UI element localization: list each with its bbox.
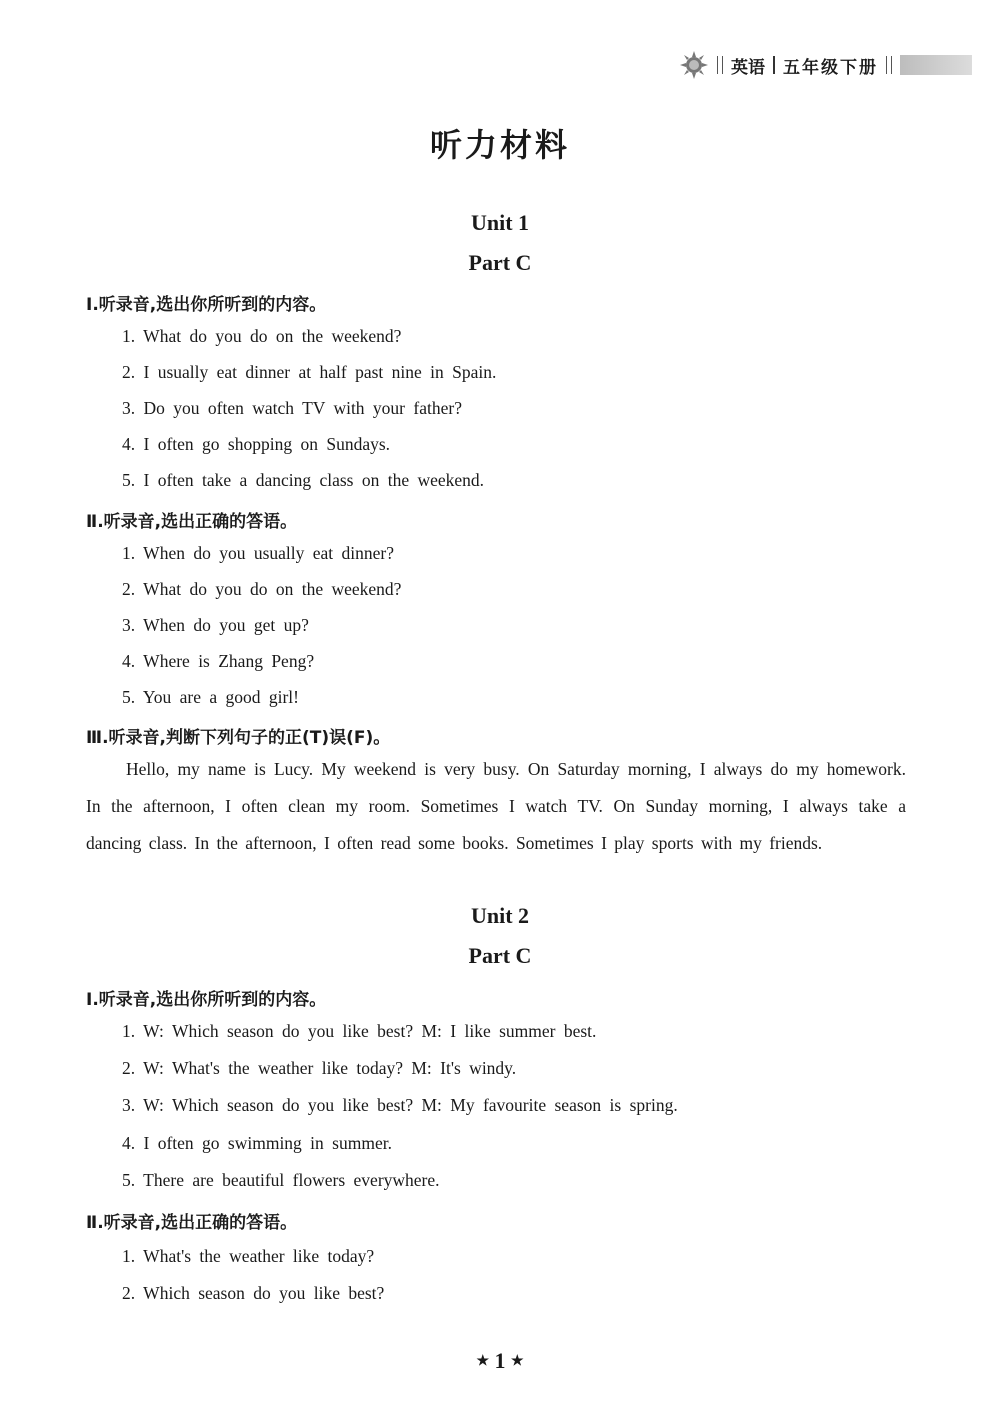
section-heading: Ⅱ.听录音,选出正确的答语。 xyxy=(86,512,298,532)
list-item: 1. W: Which season do you like best? M: I like summer best. xyxy=(122,1021,597,1041)
list-item: 2. What do you do on the weekend? xyxy=(122,579,402,599)
list-item: 2. W: What's the weather like today? M: It's windy. xyxy=(122,1058,517,1078)
list-item: 1. When do you usually eat dinner? xyxy=(122,543,395,563)
list-item: 3. W: Which season do you like best? M: My favourite season is spring. xyxy=(122,1095,678,1115)
section-heading: Ⅰ.听录音,选出你所听到的内容。 xyxy=(86,295,327,315)
list-item: 5. You are a good girl! xyxy=(122,687,299,707)
sun-logo-icon xyxy=(679,50,709,80)
list-item: 5. I often take a dancing class on the weekend. xyxy=(122,470,485,490)
star-icon: ★ xyxy=(511,1354,524,1369)
header-grade: 五年级下册 xyxy=(783,57,878,78)
list-item: 2. I usually eat dinner at half past nine in Spain. xyxy=(122,362,497,382)
section-heading: Ⅲ.听录音,判断下列句子的正(T)误(F)。 xyxy=(86,728,391,748)
list-item: 1. What do you do on the weekend? xyxy=(122,326,402,346)
list-item: 2. Which season do you like best? xyxy=(122,1283,385,1303)
header-separator xyxy=(886,56,892,74)
header-decoration xyxy=(900,55,972,75)
list-item: 4. I often go shopping on Sundays. xyxy=(122,434,391,454)
part-title: Part C xyxy=(468,250,532,275)
unit-title: Unit 2 xyxy=(470,903,530,928)
star-icon: ★ xyxy=(476,1354,489,1369)
list-item: 4. Where is Zhang Peng? xyxy=(122,651,315,671)
list-item: 4. I often go swimming in summer. xyxy=(122,1133,392,1153)
listening-paragraph: Hello, my name is Lucy. My weekend is very busy. On Saturday morning, I always do my homework. In the afternoon, I often clean my room. Sometimes I watch TV. On Sunday morning, I always take a dancing class. In the afternoon, I often read some books. Sometimes I play sports with my friends. xyxy=(86,759,906,853)
running-header xyxy=(679,50,972,80)
unit-title: Unit 1 xyxy=(470,210,530,235)
header-divider xyxy=(773,56,775,74)
page-title: 听力材料 xyxy=(429,126,570,164)
page-number-value: 1 xyxy=(494,1348,506,1373)
list-item: 3. Do you often watch TV with your father? xyxy=(122,398,462,418)
header-subject: 英语 xyxy=(731,57,765,78)
page-number xyxy=(0,1348,1000,1374)
list-item: 3. When do you get up? xyxy=(122,615,309,635)
section-heading: Ⅰ.听录音,选出你所听到的内容。 xyxy=(86,990,327,1010)
header-separator xyxy=(717,56,723,74)
section-heading: Ⅱ.听录音,选出正确的答语。 xyxy=(86,1213,298,1233)
list-item: 1. What's the weather like today? xyxy=(122,1246,375,1266)
list-item: 5. There are beautiful flowers everywhere. xyxy=(122,1170,440,1190)
part-title: Part C xyxy=(468,943,532,968)
